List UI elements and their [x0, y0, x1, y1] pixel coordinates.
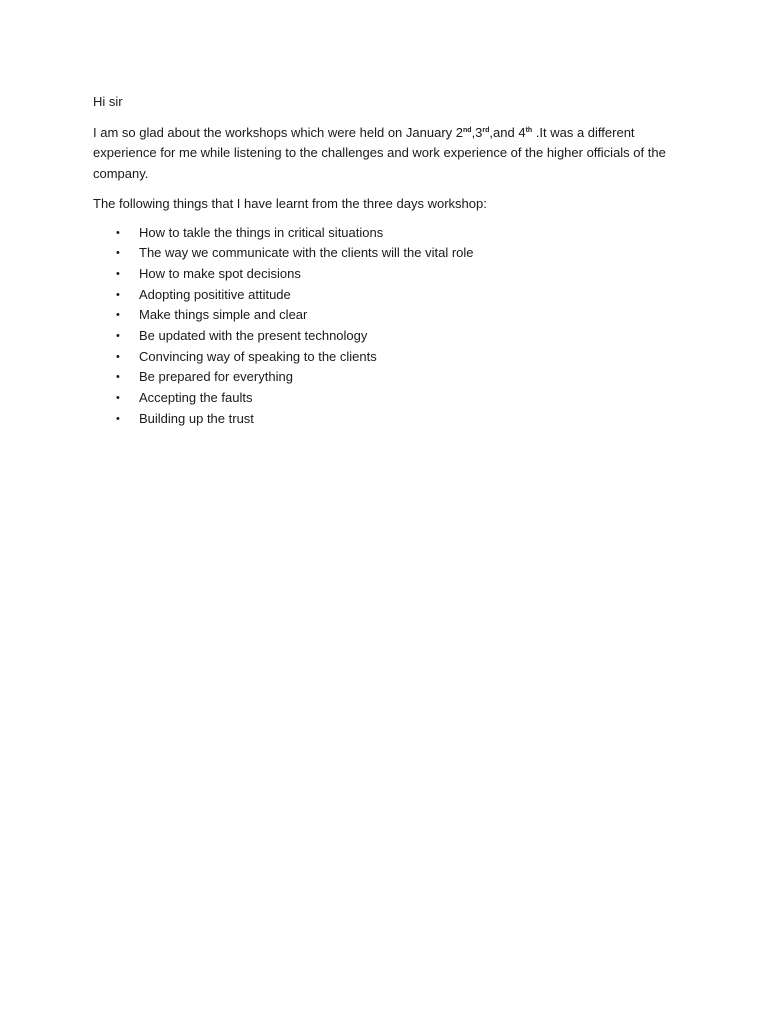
list-item — [93, 223, 683, 244]
document-body — [93, 92, 683, 429]
learnings-list — [93, 223, 683, 430]
bullet-icon: • — [116, 412, 120, 425]
bullet-icon: • — [116, 309, 120, 322]
paragraph-text-3: ,and 4 — [489, 124, 526, 140]
list-item — [93, 347, 683, 368]
list-item — [93, 305, 683, 326]
intro-paragraph — [93, 123, 683, 185]
list-item-text: Be updated with the present technology — [139, 327, 368, 343]
bullet-icon: • — [116, 267, 120, 280]
greeting: Hi sir — [93, 94, 123, 109]
paragraph-text-4: .It was a different experience for me while listening to the challenges and work experience of the higher officials of the company. — [93, 124, 666, 181]
list-item-text: Make things simple and clear — [139, 307, 308, 323]
list-item-text: Accepting the faults — [139, 390, 253, 405]
list-item — [93, 388, 683, 409]
bullet-icon: • — [116, 350, 120, 363]
superscript-nd: nd — [463, 126, 472, 134]
list-item-text: How to make spot decisions — [139, 265, 301, 281]
list-item — [93, 243, 683, 264]
list-item-text: Be prepared for everything — [139, 369, 293, 385]
paragraph-text-1: I am so glad about the workshops which were held on January 2 — [93, 124, 463, 140]
list-item-text: Convincing way of speaking to the clients — [139, 348, 377, 364]
list-lead-in: The following things that I have learnt from the three days workshop: — [93, 196, 487, 211]
list-item-text: How to takle the things in critical situations — [139, 224, 384, 240]
list-item — [93, 409, 683, 430]
list-item — [93, 285, 683, 306]
bullet-icon: • — [116, 371, 120, 384]
bullet-icon: • — [116, 288, 120, 301]
list-item — [93, 367, 683, 388]
bullet-icon: • — [116, 329, 120, 342]
bullet-icon: • — [116, 392, 120, 404]
bullet-icon: • — [116, 226, 120, 239]
superscript-th: th — [525, 126, 533, 134]
list-item — [93, 264, 683, 285]
bullet-icon: • — [116, 247, 120, 260]
list-item — [93, 326, 683, 347]
superscript-rd: rd — [482, 126, 490, 134]
list-item-text: Building up the trust — [139, 410, 254, 426]
list-item-text: Adopting posititive attitude — [139, 286, 291, 302]
paragraph-text-2: ,3 — [471, 124, 483, 140]
list-item-text: The way we communicate with the clients will the vital role — [139, 245, 474, 261]
